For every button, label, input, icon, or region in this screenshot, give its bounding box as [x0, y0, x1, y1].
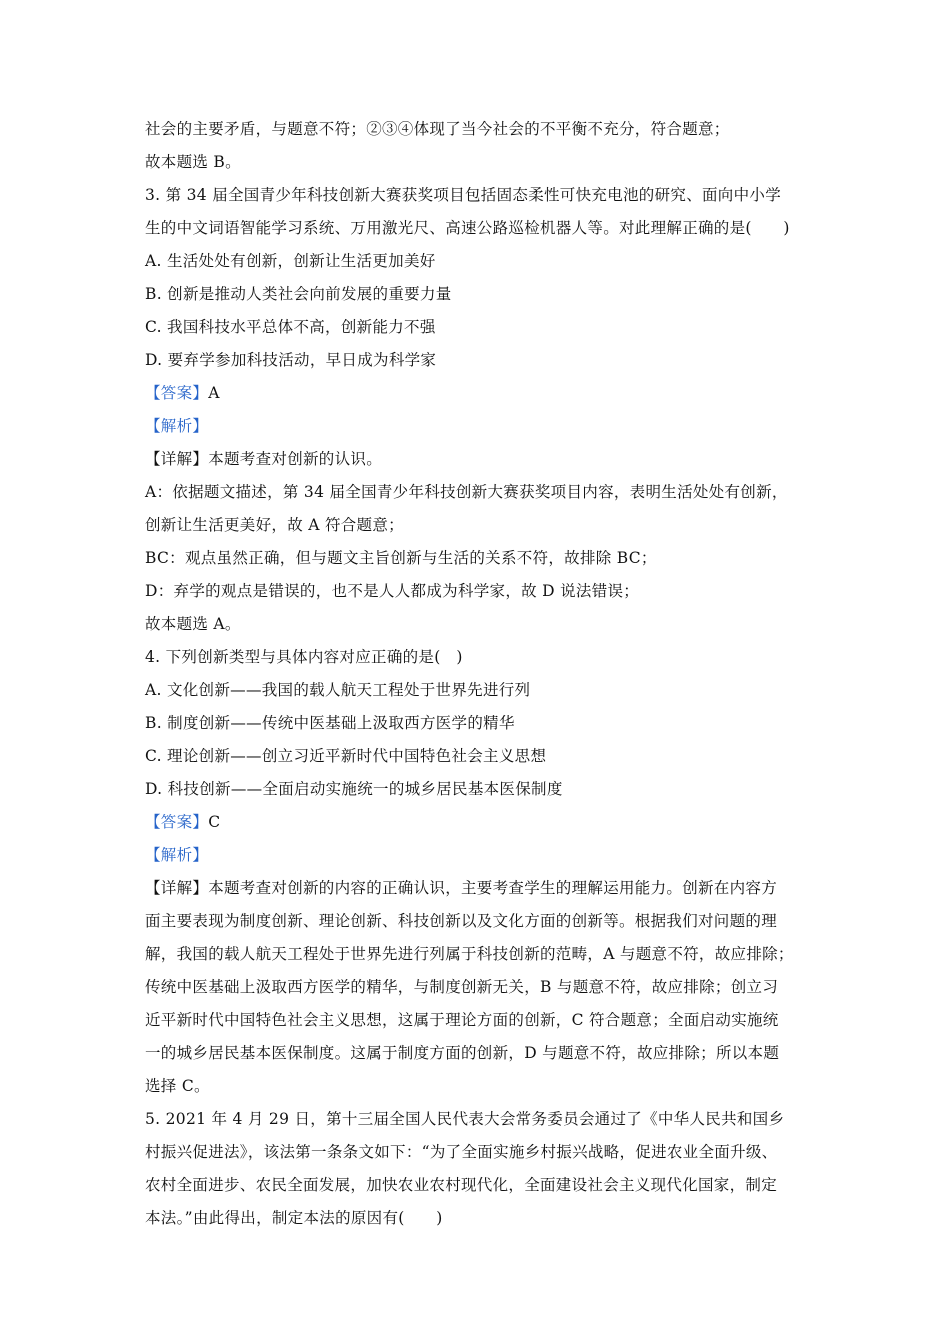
detail-line [145, 443, 810, 476]
conclusion-line: 故本题选 A。 [145, 615, 241, 633]
question-3-stem: 3. 第 34 届全国青少年科技创新大赛获奖项目包括固态柔性可快充电池的研究、面向中小学 [145, 186, 781, 204]
option-a: A. 生活处处有创新，创新让生活更加美好 [145, 252, 436, 270]
question-3-stem: 生的中文词语智能学习系统、万用激光尺、高速公路巡检机器人等。对此理解正确的是( ) [145, 219, 790, 237]
question-5-stem: 本法。”由此得出，制定本法的原因有( ) [145, 1209, 443, 1227]
explanation-line: 传统中医基础上汲取西方医学的精华，与制度创新无关，B 与题意不符，故应排除；创立习 [145, 978, 779, 996]
explanation-line: 一的城乡居民基本医保制度。这属于制度方面的创新，D 与题意不符，故应排除；所以本题 [145, 1044, 780, 1062]
detail-text: 本题考查对创新的内容的正确认识，主要考查学生的理解运用能力。创新在内容方 [208, 879, 778, 897]
option-d: D. 要弃学参加科技活动，早日成为科学家 [145, 351, 437, 369]
explanation-line: 面主要表现为制度创新、理论创新、科技创新以及文化方面的创新等。根据我们对问题的理 [145, 912, 778, 930]
question-5-stem: 村振兴促进法》，该法第一条条文如下：“为了全面实施乡村振兴战略，促进农业全面升级、 [145, 1143, 778, 1161]
option-c: C. 我国科技水平总体不高，创新能力不强 [145, 318, 436, 336]
answer-value: A [208, 384, 220, 402]
analysis-tag: 【解析】 [145, 846, 209, 864]
detail-line [145, 872, 810, 905]
document-page [145, 113, 810, 1235]
explanation-line: 创新让生活更美好，故 A 符合题意； [145, 516, 404, 534]
analysis-tag: 【解析】 [145, 417, 209, 435]
option-a: A. 文化创新——我国的载人航天工程处于世界先进行列 [145, 681, 531, 699]
detail-tag: 【详解】 [145, 879, 209, 897]
explanation-line: 选择 C。 [145, 1077, 210, 1095]
explanation-line: 解，我国的载人航天工程处于世界先进行列属于科技创新的范畴，A 与题意不符，故应排除； [145, 945, 794, 963]
option-d: D. 科技创新——全面启动实施统一的城乡居民基本医保制度 [145, 780, 563, 798]
question-5-stem: 农村全面进步、农民全面发展，加快农业农村现代化，全面建设社会主义现代化国家，制定 [145, 1176, 778, 1194]
explanation-line: BC：观点虽然正确，但与题文主旨创新与生活的关系不符，故排除 BC； [145, 549, 657, 567]
explanation-line: A：依据题文描述，第 34 届全国青少年科技创新大赛获奖项目内容，表明生活处处有创新， [145, 483, 788, 501]
answer-line [145, 806, 810, 839]
detail-tag: 【详解】 [145, 450, 209, 468]
detail-text: 本题考查对创新的认识。 [208, 450, 383, 468]
text-line: 社会的主要矛盾，与题意不符；②③④体现了当今社会的不平衡不充分，符合题意； [145, 120, 730, 138]
option-b: B. 制度创新——传统中医基础上汲取西方医学的精华 [145, 714, 515, 732]
answer-tag: 【答案】 [145, 384, 209, 402]
explanation-line: D：弃学的观点是错误的，也不是人人都成为科学家，故 D 说法错误； [145, 582, 640, 600]
option-b: B. 创新是推动人类社会向前发展的重要力量 [145, 285, 452, 303]
explanation-line: 近平新时代中国特色社会主义思想，这属于理论方面的创新，C 符合题意；全面启动实施统 [145, 1011, 779, 1029]
answer-tag: 【答案】 [145, 813, 209, 831]
answer-line [145, 377, 810, 410]
option-c: C. 理论创新——创立习近平新时代中国特色社会主义思想 [145, 747, 547, 765]
question-5-stem: 5. 2021 年 4 月 29 日，第十三届全国人民代表大会常务委员会通过了《中华人民共和国乡 [145, 1110, 785, 1128]
answer-value: C [208, 813, 221, 831]
question-4-stem: 4. 下列创新类型与具体内容对应正确的是( ) [145, 648, 463, 666]
text-line: 故本题选 B。 [145, 153, 241, 171]
